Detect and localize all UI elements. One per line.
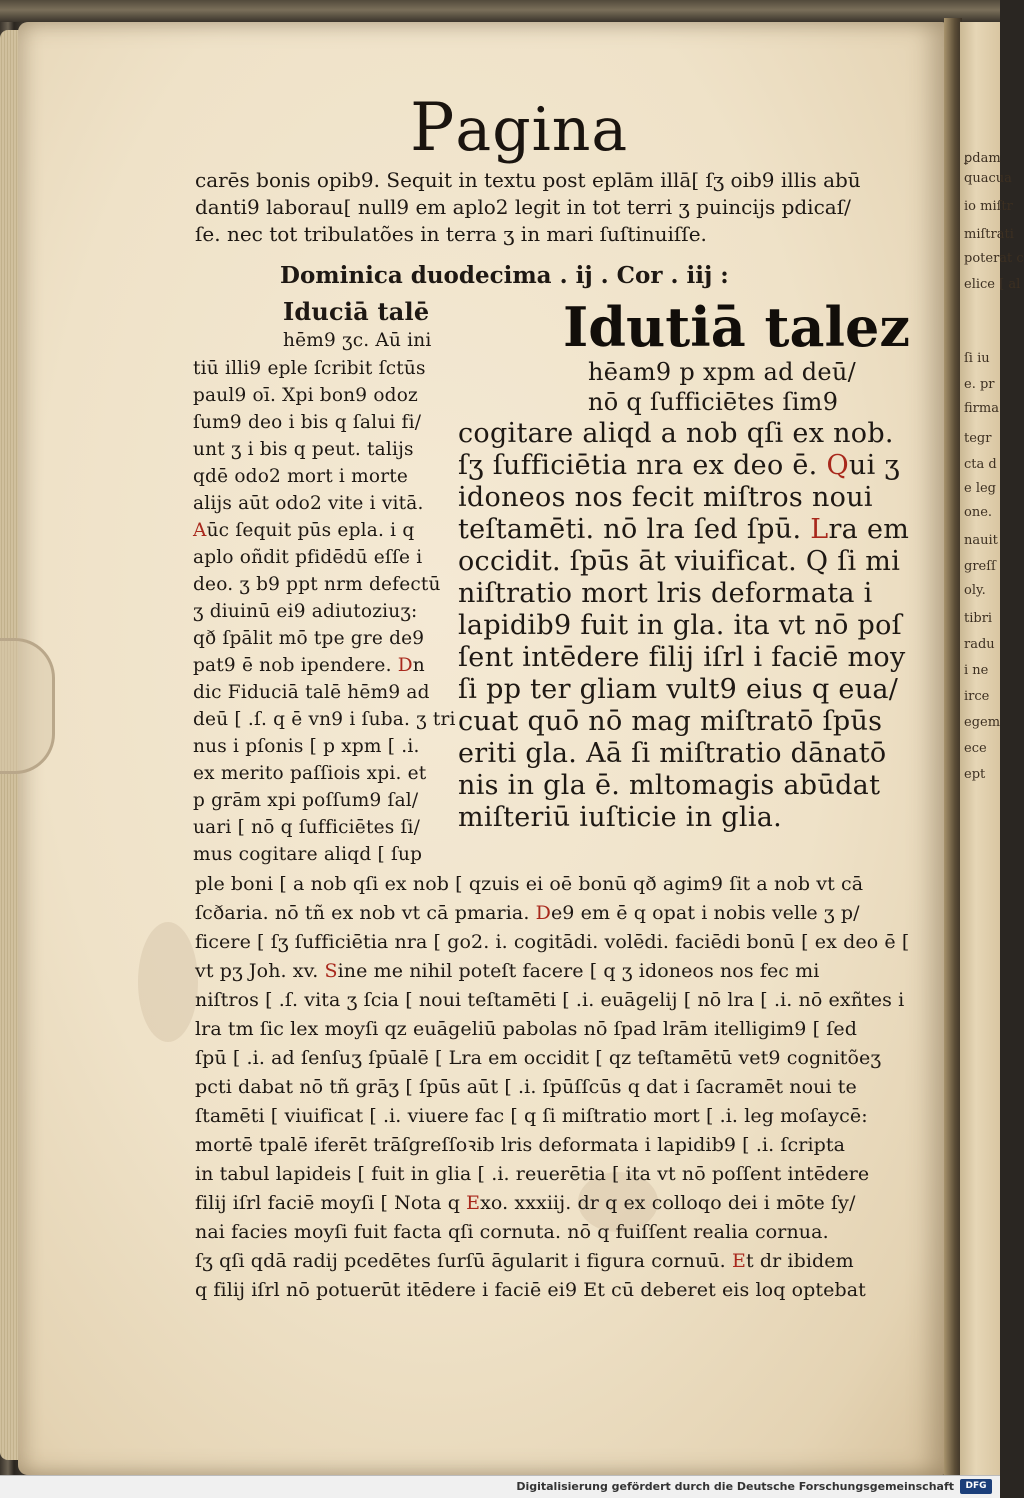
bottom-line: niſtros [ .ſ. vita ʒ ſcia [ noui teſtamēti [ .i. euāgelij [ nō lra [ .i. nō exñtes i <box>195 989 905 1011</box>
commentary-line: Iduciā talē <box>283 297 430 326</box>
next-page-fragment: tibri <box>964 611 993 626</box>
next-page-fragment: i ne <box>964 663 989 678</box>
text-line: miſteriū iuſticie in glia. <box>458 802 783 833</box>
rubric-letter: L <box>810 514 829 545</box>
binding-strip <box>0 0 1000 22</box>
bottom-line: ſpū [ .i. ad ſenſuʒ ſpūalē [ Lra em occidit [ qz teſtamētū vet9 cognitõeʒ <box>195 1047 882 1069</box>
next-page-edge <box>960 22 1024 1475</box>
rubric-letter: D <box>535 902 551 924</box>
commentary-line: p grām xpi poſſum9 ſal/ <box>193 790 419 811</box>
commentary-line: uari [ nō q ſufficiētes ſi/ <box>193 817 421 838</box>
next-page-fragment: one. <box>964 505 993 520</box>
next-page-fragment: radu <box>964 637 995 652</box>
commentary-line: aplo oñdit pfidēdū eſſe i <box>193 547 423 568</box>
bottom-line: ſtamēti [ viuificat [ .i. viuere fac [ q ſi miſtratio mort [ .i. leg moſaycē: <box>195 1105 868 1127</box>
next-page-fragment: e leg <box>964 481 996 496</box>
text-line: idoneos nos fecit miſtros noui <box>458 482 873 513</box>
text-line: teſtamēti. nō lra ſed ſpū. Lra em <box>458 514 910 545</box>
text-line: nis in gla ē. mltomagis abūdat <box>458 770 881 801</box>
rubric-letter: D <box>397 655 413 676</box>
next-page-fragment: nauit <box>964 533 998 548</box>
commentary-line: nus i pſonis [ p xpm [ .i. <box>193 736 420 757</box>
commentary-line: qð ſpālit mō tpe gre de9 <box>193 628 425 649</box>
next-page-fragment: ept <box>964 767 986 782</box>
next-page-fragment: oly. <box>964 583 986 598</box>
commentary-line: mus cogitare aliqd [ ſup <box>193 844 423 865</box>
bottom-line: nai facies moyſi fuit facta qſi cornuta. nō q fuiſſent realia cornua. <box>195 1221 829 1243</box>
next-page-fragment: ꝑdam <box>964 151 1001 166</box>
commentary-line: unt ʒ i bis q peut. talijs <box>193 439 414 460</box>
bottom-line: ſcðaria. nō tñ ex nob vt cā pmaria. De9 em ē q opat i nobis velle ʒ p/ <box>195 902 860 924</box>
commentary-line: deo. ʒ b9 ppt nrm defectū <box>193 574 441 595</box>
bottom-line: ple boni [ a nob qſi ex nob [ qzuis ei oē bonū qð agim9 ſit a nob vt cā <box>195 873 864 895</box>
commentary-line: ex merito paſſiois xpi. et <box>193 763 427 784</box>
text-line: hēam9 p xpm ad deū/ <box>588 358 857 386</box>
next-page-fragment: egem <box>964 715 1001 730</box>
text-line: cuat quō nō mag miſtratō ſpūs <box>458 706 883 737</box>
next-page-fragment: firma <box>964 401 999 416</box>
rubric-letter: E <box>466 1192 481 1214</box>
dfg-logo-icon: DFG <box>960 1479 992 1494</box>
commentary-line: paul9 oī. Xpi bon9 odoz <box>193 385 418 406</box>
bottom-line: q filij iſrl nō potuerūt itēdere i faciē ei9 Et cū deberet eis loq optebat <box>195 1279 866 1301</box>
footer-bar <box>0 1475 1000 1498</box>
rubric-letter: Q <box>826 450 849 481</box>
text-line: eriti gla. Aā ſi miſtratio dānatō <box>458 738 887 769</box>
heading-capital: P <box>410 89 456 166</box>
commentary-line: hēm9 ʒc. Aū ini <box>283 330 432 351</box>
text-line: ſent intēdere filij iſrl i faciē moy <box>458 642 906 673</box>
commentary-line: pat9 ē nob ipendere. Dn <box>193 655 425 676</box>
bottom-line: pcti dabat nō tñ grāʒ [ ſpūs aūt [ .i. ſpūſſcūs q dat i ſacramēt noui te <box>195 1076 857 1098</box>
text-initial: Idutiā talez <box>563 295 910 359</box>
next-page-fragment: io miſtr <box>964 199 1013 214</box>
clasp-mark <box>0 638 55 774</box>
next-page-fragment: greſſ <box>964 559 996 574</box>
next-page-fragment: miſtrati <box>964 227 1014 242</box>
bottom-line: ficere [ ſʒ ſufficiētia nra [ go2. i. cogitādi. volēdi. faciēdi bonū [ ex deo ē [ <box>195 931 910 953</box>
bottom-line: in tabul lapideis [ fuit in glia [ .i. reuerētia [ ita vt nō poſſent intēdere <box>195 1163 870 1185</box>
commentary-line: dic Fiduciā talē hēm9 ad <box>193 682 430 703</box>
commentary-line: deū [ .ſ. q ē vn9 i ſuba. ʒ tri <box>193 709 456 730</box>
bottom-line: ſʒ qſi qdā radij pcedētes ſurſū āgularit i figura cornuū. Et dr ibidem <box>195 1250 854 1272</box>
top-line: carēs bonis opib9. Sequit in textu post eplām illā[ ſʒ oib9 illis abū <box>195 168 861 192</box>
bottom-line: mortē tpalē iferēt trāſgreſſoꝛib lris deformata i lapidib9 [ .i. ſcripta <box>195 1134 846 1156</box>
bottom-line: vt pʒ Joh. xv. Sine me nihil poteſt facere [ q ʒ idoneos nos fec mi <box>195 960 820 982</box>
paper-stain <box>138 922 198 1042</box>
text-line: cogitare aliqd a nob qſi ex nob. <box>458 418 894 449</box>
rubric-letter: S <box>324 960 338 982</box>
section-title: Dominica duodecima . ij . Cor . iij : <box>280 262 729 289</box>
next-page-fragment: ſi iu <box>964 351 990 366</box>
next-page-fragment: tegr <box>964 431 992 446</box>
text-line: ſʒ ſufficiētia nra ex deo ē. Qui ʒ <box>458 450 900 481</box>
commentary-line: tiū illi9 eple ſcribit ſctūs <box>193 358 426 379</box>
next-page-fragment: elice [ al <box>964 277 1021 292</box>
text-line: niſtratio mort lris deformata i <box>458 578 873 609</box>
commentary-line: ſum9 deo i bis q ſalui fi/ <box>193 412 422 433</box>
top-line: ſe. nec tot tribulatões in terra ʒ in mari ſuſtinuiſſe. <box>195 222 707 246</box>
rubric-letter: E <box>731 1250 746 1272</box>
next-page-fragment: irce <box>964 689 990 704</box>
bottom-line: lra tm ſic lex moyſi qz euāgeliū pabolas nō ſpad lrām itelligim9 [ ſed <box>195 1018 858 1040</box>
next-page-fragment: quacua <box>964 171 1012 186</box>
bottom-line: filij iſrl faciē moyſi [ Nota q Exo. xxxiij. dr q ex colloqo dei i mōte ſy/ <box>195 1192 856 1214</box>
text-line: occidit. ſpūs āt viuificat. Q ſi mi <box>458 546 901 577</box>
text-line: ſi pp ter gliam vult9 eius q eua/ <box>458 674 899 705</box>
next-page-fragment: poterat c <box>964 251 1024 266</box>
commentary-line: ʒ diuinū ei9 adiutoziuʒ: <box>193 601 418 622</box>
commentary-line: Aūc ſequit pūs epla. i q <box>193 520 415 541</box>
page-heading: Pagina <box>410 89 629 166</box>
top-line: danti9 laborau[ null9 em aplo2 legit in tot terri ʒ puincijs pdicaſ/ <box>195 195 851 219</box>
commentary-line: qdē odo2 mort i morte <box>193 466 409 487</box>
next-page-fragment: e. pr <box>964 377 995 392</box>
next-page-fragment: ece <box>964 741 987 756</box>
rubric-letter: A <box>193 520 207 541</box>
text-line: lapidib9 fuit in gla. ita vt nō poſ <box>458 610 902 641</box>
next-page-fragment: cta d <box>964 457 997 472</box>
footer-credit: Digitalisierung gefördert durch die Deutsche Forschungsgemeinschaft <box>516 1480 954 1493</box>
text-line: nō q ſufficiētes ſim9 <box>588 388 839 416</box>
commentary-line: alijs aūt odo2 vite i vitā. <box>193 493 424 514</box>
